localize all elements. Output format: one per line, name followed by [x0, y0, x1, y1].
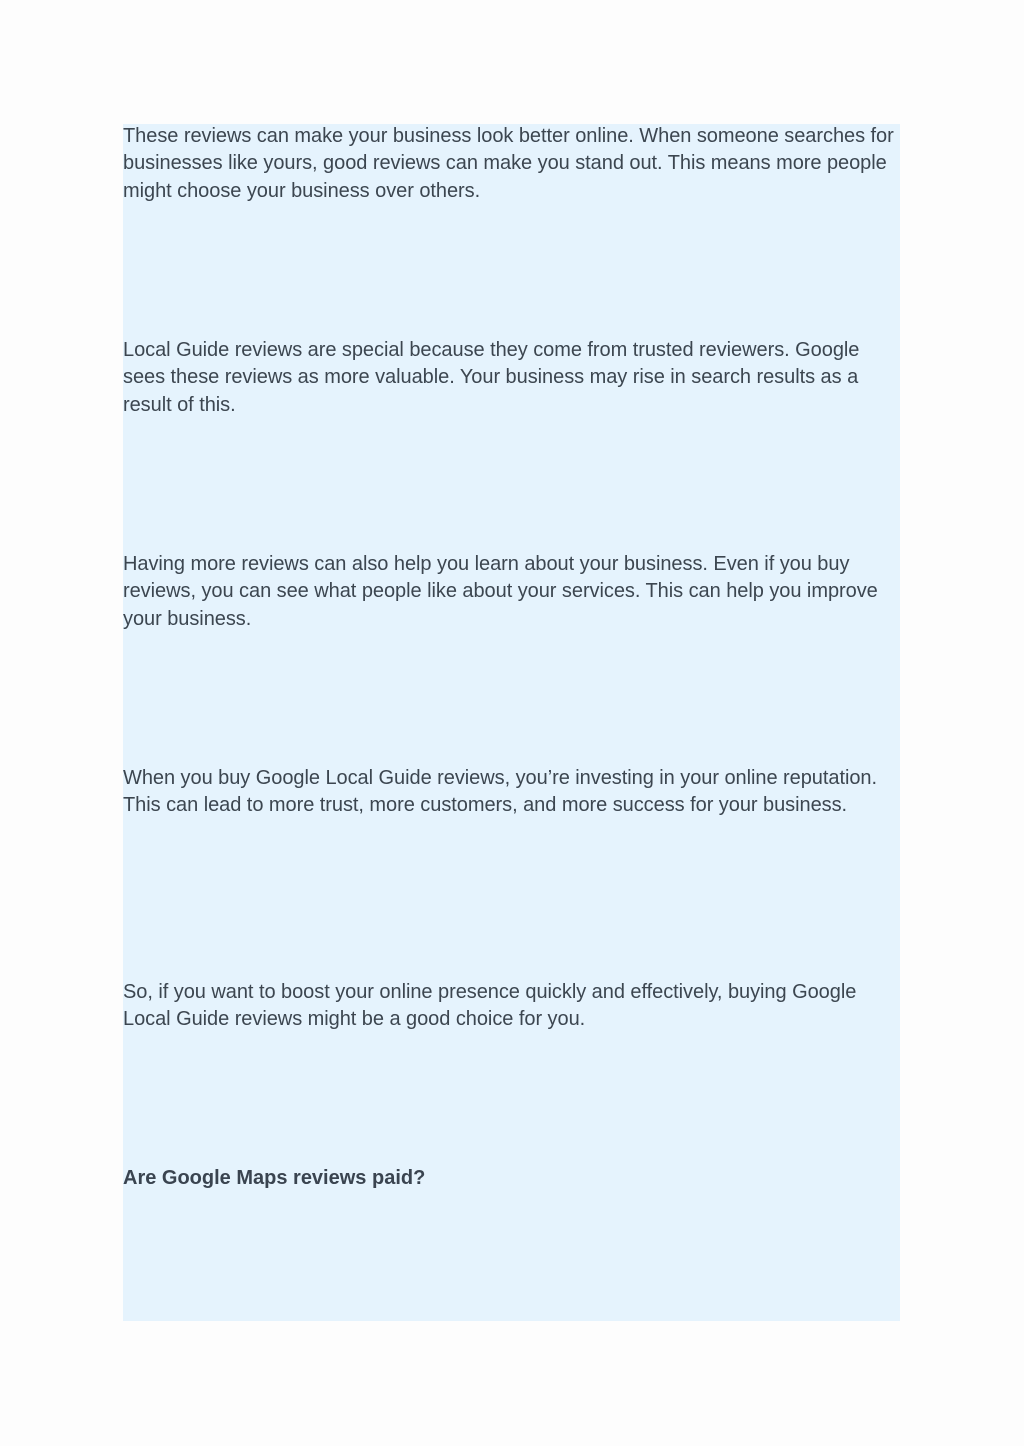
paragraph-learn-about-business: Having more reviews can also help you learn about your business. Even if you buy reviews, you can see what people like about your services. This can help you improve your business.	[123, 553, 878, 630]
highlighted-content-block	[123, 124, 900, 1321]
paragraph-boost-presence: So, if you want to boost your online presence quickly and effectively, buying Google Local Guide reviews might be a good choice for you.	[123, 981, 857, 1031]
paragraph-investing-reputation: When you buy Google Local Guide reviews, you’re investing in your online reputation. This can lead to more trust, more customers, and more success for your business.	[123, 767, 878, 817]
paragraph-local-guide-special: Local Guide reviews are special because they come from trusted reviewers. Google sees these reviews as more valuable. Your business may rise in search results as a result of this.	[123, 339, 860, 416]
section-heading: Are Google Maps reviews paid?	[123, 1167, 426, 1189]
paragraph-business-look-better: These reviews can make your business look better online. When someone searches for businesses like yours, good reviews can make you stand out. This means more people might choose your business over others.	[123, 125, 894, 202]
